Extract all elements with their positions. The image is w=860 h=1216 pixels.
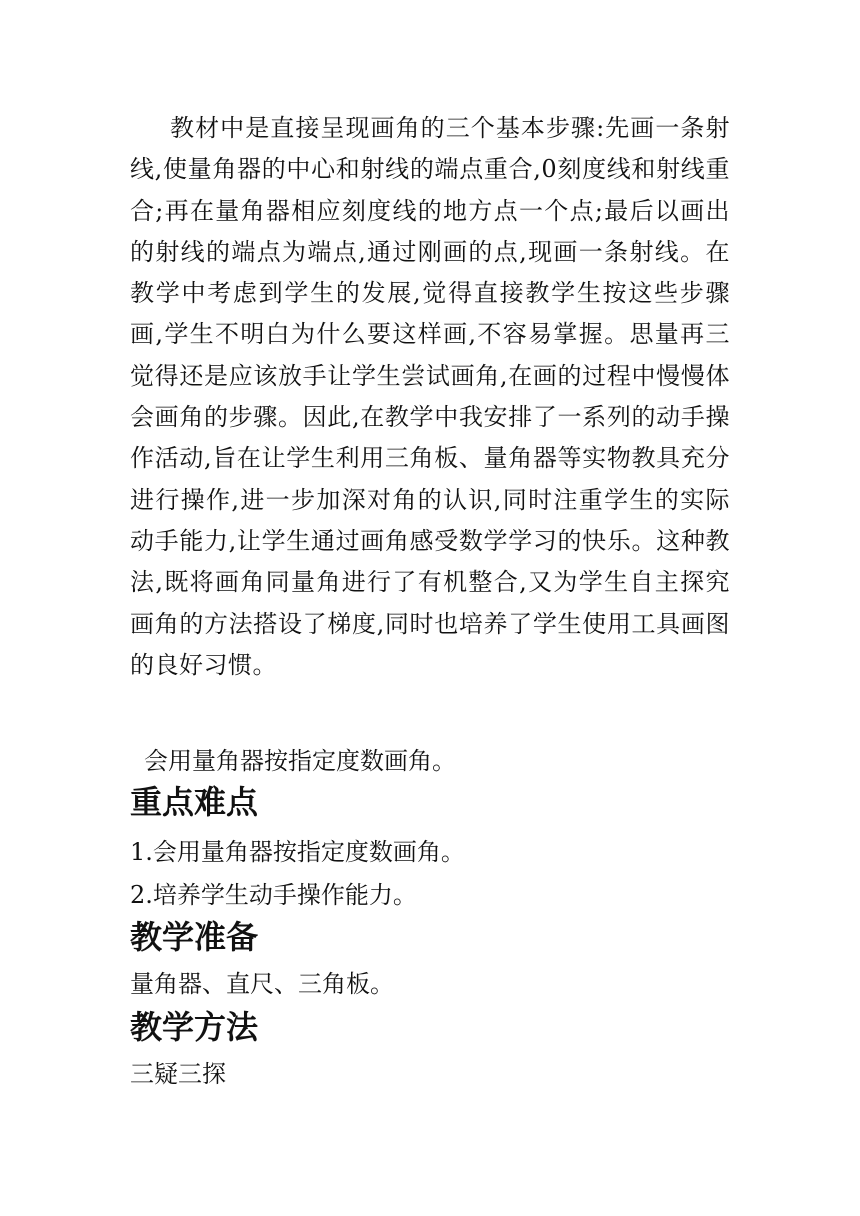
key-point-item-2: 2.培养学生动手操作能力。 bbox=[130, 881, 417, 909]
heading-preparation: 教学准备 bbox=[130, 918, 259, 956]
key-point-item-1: 1.会用量角器按指定度数画角。 bbox=[130, 838, 465, 866]
preparation-text: 量角器、直尺、三角板。 bbox=[130, 970, 394, 998]
objective-line: 会用量角器按指定度数画角。 bbox=[144, 747, 456, 775]
heading-key-points: 重点难点 bbox=[130, 783, 259, 821]
methods-text: 三疑三探 bbox=[130, 1060, 226, 1088]
intro-paragraph: 教材中是直接呈现画角的三个基本步骤:先画一条射线,使量角器的中心和射线的端点重合,0刻度线和射线重合;再在量角器相应刻度线的地方点一个点;最后以画出的射线的端点为端点,通过刚画的点,现画一条射线。在教学中考虑到学生的发展,觉得直接教学生按这些步骤画,学生不明白为什么要这样画,不容易掌握。思量再三觉得还是应该放手让学生尝试画角,在画的过程中慢慢体会画角的步骤。因此,在教学中我安排了一系列的动手操作活动,旨在让学生利用三角板、量角器等实物教具充分进行操作,进一步加深对角的认识,同时注重学生的实际动手能力,让学生通过画角感受数学学习的快乐。这种教法,既将画角同量角进行了有机整合,又为学生自主探究画角的方法搭设了梯度,同时也培养了学生使用工具画图的良好习惯。 bbox=[130, 114, 730, 679]
heading-methods: 教学方法 bbox=[130, 1008, 259, 1046]
